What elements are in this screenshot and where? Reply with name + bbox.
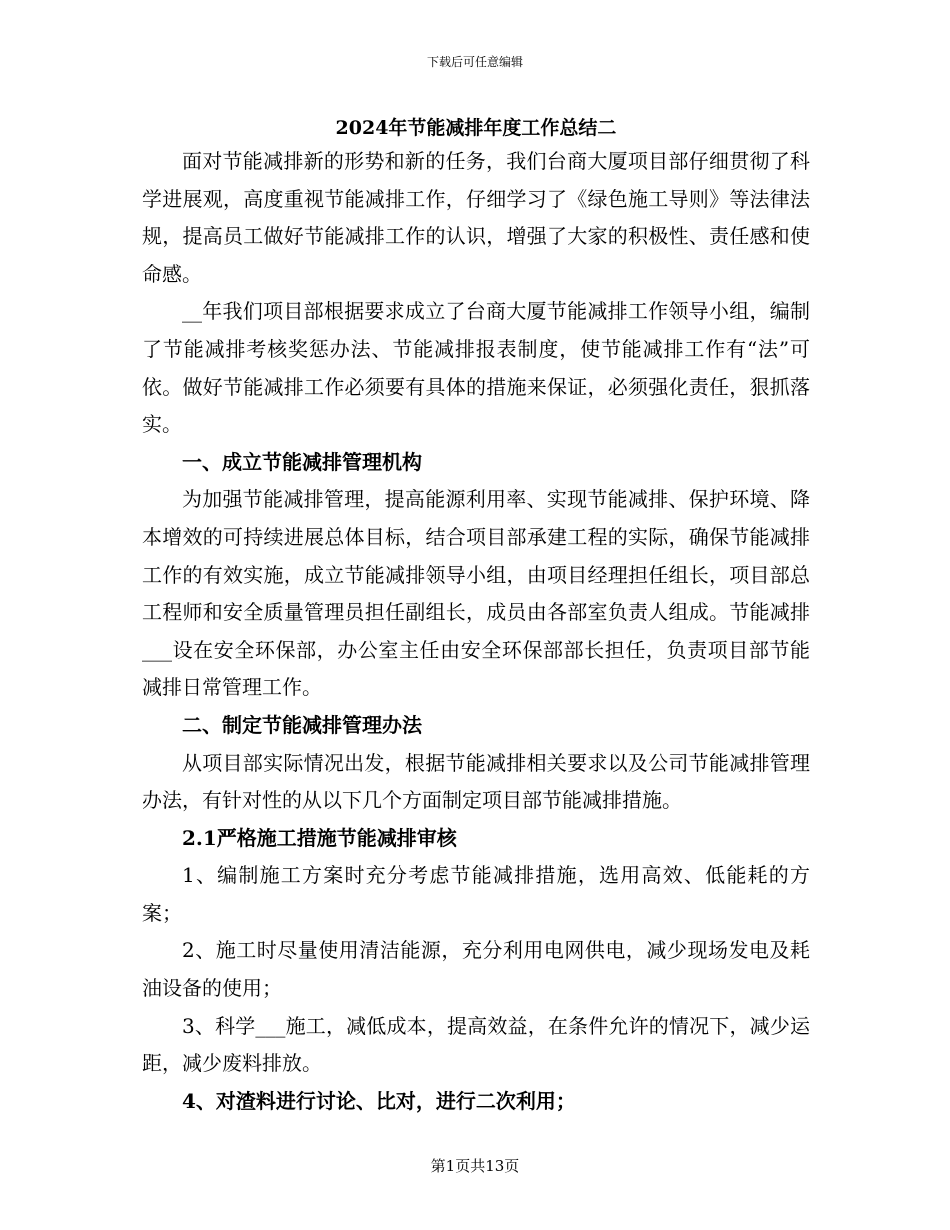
paragraph-leading-group: __年我们项目部根据要求成立了台商大厦节能减排工作领导小组，编制了节能减排考核奖惩办法、节能减排报表制度，使节能减排工作有“法”可依。做好节能减排工作必须要有具体的措施来保证，必须强化责任，狠抓落实。 xyxy=(142,299,810,437)
subsection-heading-2-1: 2.1严格施工措施节能减排审核 xyxy=(182,825,457,850)
section-heading-2: 二、制定节能减排管理办法 xyxy=(182,712,422,737)
list-item-2: 2、施工时尽量使用清洁能源，充分利用电网供电，减少现场发电及耗油设备的使用； xyxy=(142,938,810,1001)
paragraph-section-1: 为加强节能减排管理，提高能源利用率、实现节能减排、保护环境、降本增效的可持续进展总体目标，结合项目部承建工程的实际，确保节能减排工作的有效实施，成立节能减排领导小组，由项目经理担任组长，项目部总工程师和安全质量管理员担任副组长，成员由各部室负责人组成。节能减排___设在安全环保部，办公室主任由安全环保部部长担任，负责项目部节能减排日常管理工作。 xyxy=(142,487,810,700)
section-heading-1: 一、成立节能减排管理机构 xyxy=(182,449,422,474)
list-item-1: 1、编制施工方案时充分考虑节能减排措施，选用高效、低能耗的方案； xyxy=(142,863,810,925)
page-number: 第1页共13页 xyxy=(430,1157,520,1175)
document-title: 2024年节能减排年度工作总结二 xyxy=(335,117,617,139)
paragraph-section-2: 从项目部实际情况出发，根据节能减排相关要求以及公司节能减排管理办法，有针对性的从以下几个方面制定项目部节能减排措施。 xyxy=(142,750,810,813)
document-body xyxy=(142,113,810,1120)
list-item-4: 4、对渣料进行讨论、比对，进行二次利用； xyxy=(182,1088,576,1113)
page-header-note: 下载后可任意编辑 xyxy=(426,55,523,69)
list-item-3: 3、科学___施工，减低成本，提高效益，在条件允许的情况下，减少运距，减少废料排放。 xyxy=(142,1013,810,1076)
paragraph-intro: 面对节能减排新的形势和新的任务，我们台商大厦项目部仔细贯彻了科学进展观，高度重视节能减排工作，仔细学习了《绿色施工导则》等法律法规，提高员工做好节能减排工作的认识，增强了大家的积极性、责任感和使命感。 xyxy=(142,149,810,286)
